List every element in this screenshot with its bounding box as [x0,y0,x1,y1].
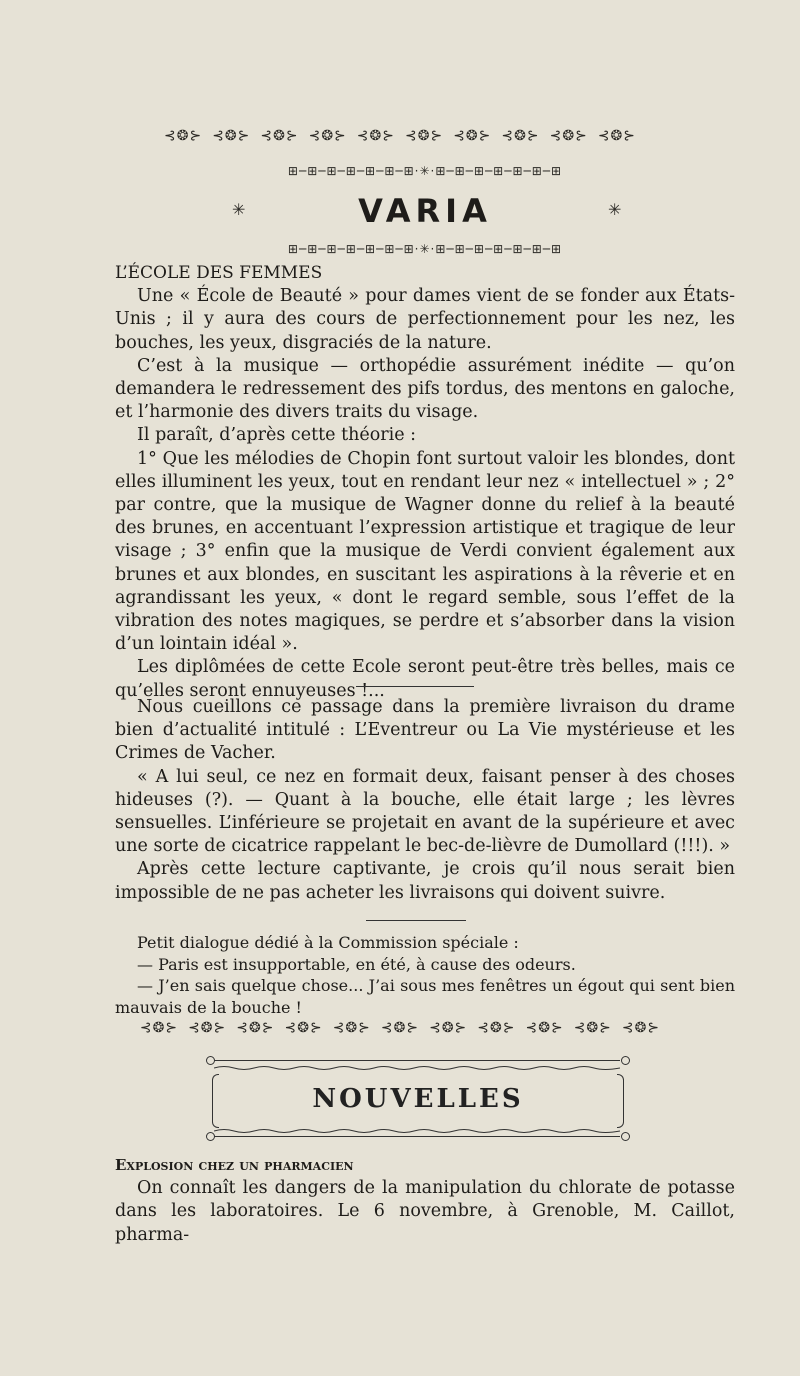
paragraph: C’est à la musique — orthopédie assurément inédite — qu’on demandera le redressement des pifs tordus, des mentons en galoche, et l’harmonie des divers traits du visage. [115,355,735,423]
divider-rule [356,686,474,687]
section-title-nouvelles: NOUVELLES [312,1084,524,1114]
article-ecole-des-femmes [115,262,735,703]
frame-corner-dot [621,1056,630,1065]
article-explosion [115,1154,735,1247]
frame-line-bottom [214,1136,620,1137]
paragraph: Après cette lecture captivante, je crois qu’il nous serait bien impossible de ne pas acheter les livraisons qui doivent suivre. [115,859,735,903]
quote-paragraph: « A lui seul, ce nez en formait deux, faisant penser à des choses hideuses (?). — Quant à la bouche, elle était large ; les lèvres sensuelles. L’inférieure se projetait en avant de la supérieure et avec une sorte de cicatrice rappelant le bec-de-lièvre de Dumollard (!!!). » [115,766,735,857]
article-dialogue [115,932,735,1018]
frame-star-left-icon: ✳ [232,200,246,219]
frame-border-bottom: ⊞─⊞─⊞─⊞─⊞─⊞─⊞·✳·⊞─⊞─⊞─⊞─⊞─⊞─⊞ [287,244,563,254]
paragraph: Nous cueillons ce passage dans la première livraison du drame bien d’actualité intitulé : L’Eventreur ou La Vie mystérieuse et les Crimes de Vacher. [115,697,735,764]
frame-wave-bottom [214,1128,620,1134]
frame-star-right-icon: ✳ [608,200,622,219]
ornament-row-top: ⊰❂⊱ ⊰❂⊱ ⊰❂⊱ ⊰❂⊱ ⊰❂⊱ ⊰❂⊱ ⊰❂⊱ ⊰❂⊱ ⊰❂⊱ ⊰❂⊱ [163,128,637,144]
divider-rule [366,920,466,921]
article-heading: Explosion chez un pharmacien [115,1156,354,1174]
dialogue-line: — Paris est insupportable, en été, à cause des odeurs. [137,954,576,974]
frame-line-top [214,1060,620,1061]
paragraph: Les diplômées de cette Ecole seront peut-être très belles, mais ce qu’elles seront ennuyeuses !... [115,657,735,701]
paragraph: On connaît les dangers de la manipulation du chlorate de potasse dans les laboratoires. Le 6 novembre, à Grenoble, M. Caillot, pharma- [115,1178,735,1245]
frame-corner-dot [206,1132,215,1141]
frame-corner-dot [206,1056,215,1065]
paragraph: Il paraît, d’après cette théorie : [137,425,417,446]
dialogue-line: — J’en sais quelque chose... J’ai sous mes fenêtres un égout qui sent bien mauvais de la bouche ! [115,976,735,1017]
ornament-row-middle: ⊰❂⊱ ⊰❂⊱ ⊰❂⊱ ⊰❂⊱ ⊰❂⊱ ⊰❂⊱ ⊰❂⊱ ⊰❂⊱ ⊰❂⊱ ⊰❂⊱ ⊰❂⊱ [139,1020,661,1036]
nouvelles-header-frame [206,1058,630,1142]
article-eventreur [115,696,735,905]
article-heading: L’ÉCOLE DES FEMMES [115,263,323,283]
paragraph: Petit dialogue dédié à la Commission spéciale : [137,933,519,952]
paragraph: 1° Que les mélodies de Chopin font surtout valoir les blondes, dont elles illuminent les yeux, tout en rendant leur nez « intellectuel » ; 2° par contre, que la musique de Wagner donne du relief à la beauté des brunes, en accentuant l’expression artistique et tragique de leur visage ; 3° enfin que la musique de Verdi convient également aux brunes et aux blondes, en suscitant les aspirations à la rêverie et en agrandissant les yeux, « dont le regard semble, sous l’effet de la vibration des notes magiques, se perdre et s’absorber dans la vision d’un lointain idéal ». [115,448,735,655]
frame-border-top: ⊞─⊞─⊞─⊞─⊞─⊞─⊞·✳·⊞─⊞─⊞─⊞─⊞─⊞─⊞ [287,166,563,176]
frame-corner-dot [621,1132,630,1141]
frame-wave-top [214,1065,620,1071]
paragraph: Une « École de Beauté » pour dames vient de se fonder aux États-Unis ; il y aura des cours de perfectionnement pour les nez, les bouches, les yeux, disgraciés de la nature. [115,286,735,353]
varia-header-frame [232,166,622,254]
section-title-varia: VARIA [358,192,492,230]
